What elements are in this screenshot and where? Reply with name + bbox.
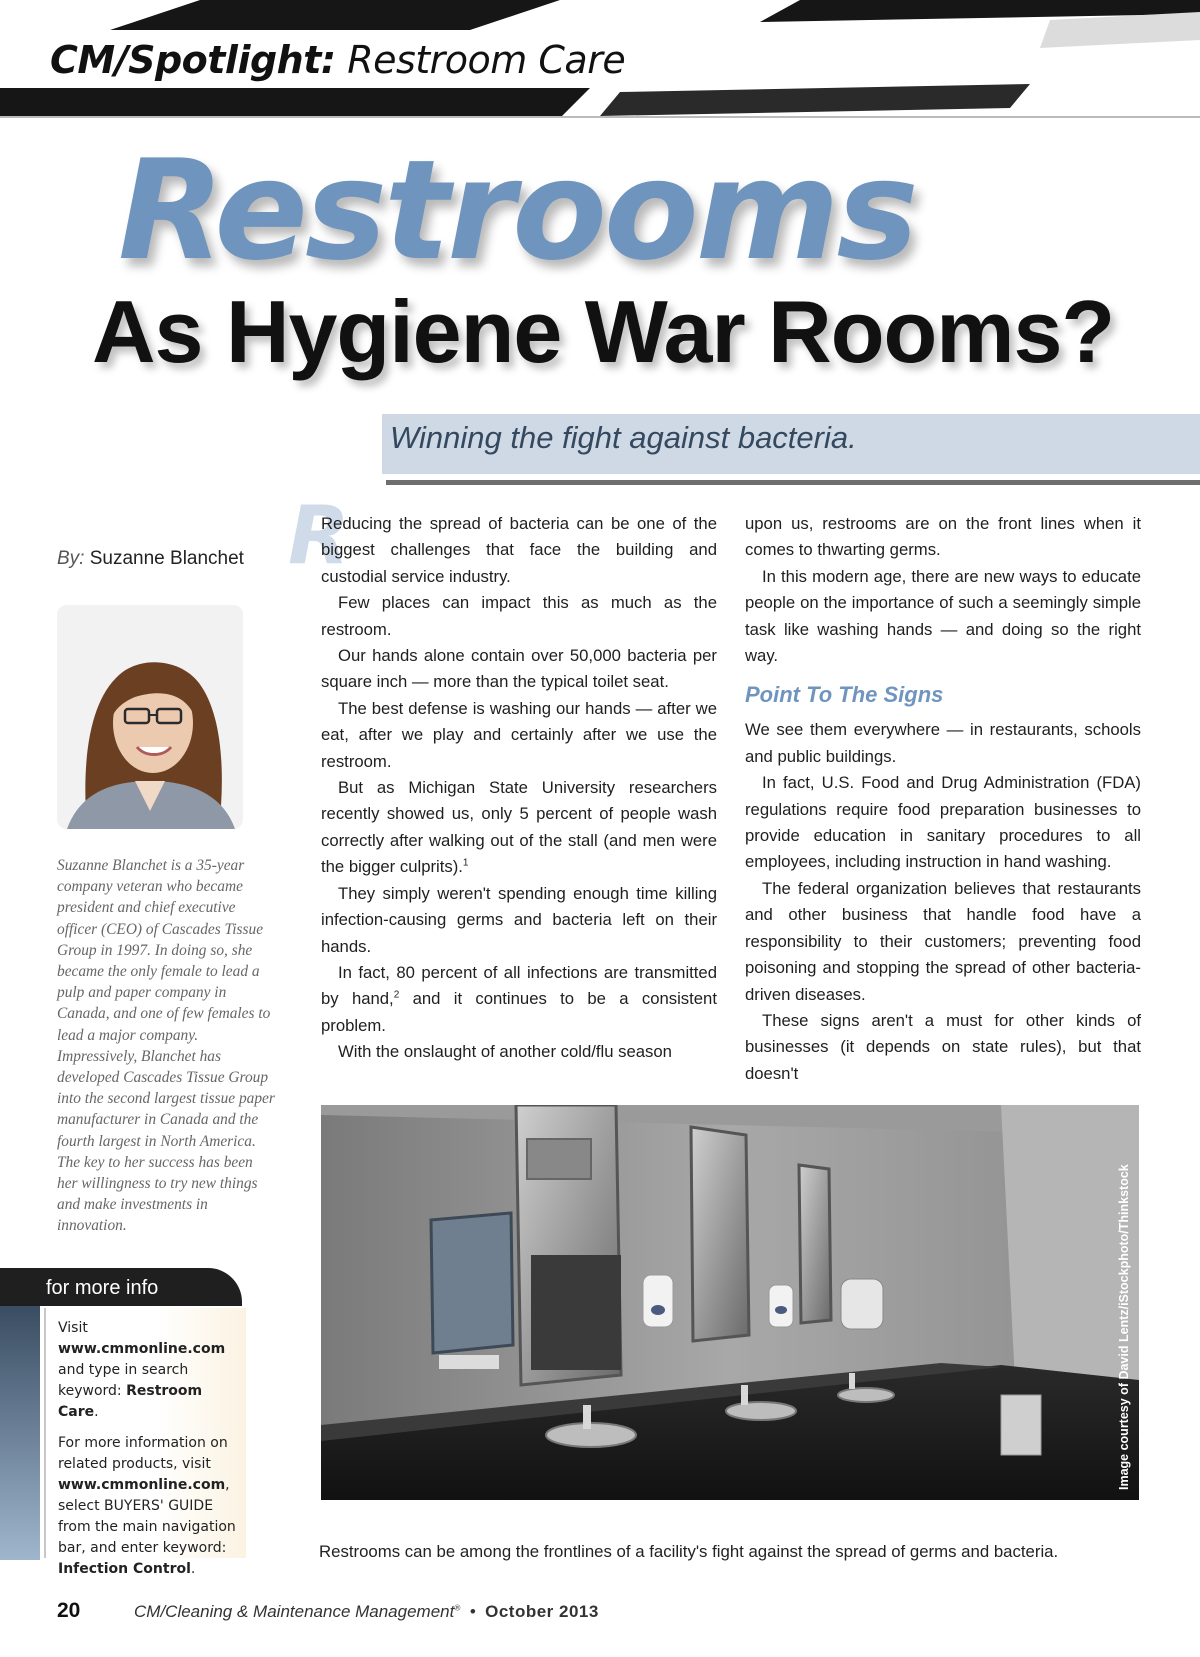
paragraph-text: But as Michigan State University researchers recently showed us, only 5 percent of people wash correctly after walking out of the stall (and men were the bigger culprits).	[321, 778, 717, 877]
paragraph: The federal organization believes that restaurants and other business that handle food have a responsibility to their customers; preventing food poisoning and stopping the spread of other bacteria-driven diseases.	[745, 878, 1141, 1004]
section-label	[50, 38, 625, 82]
article-column-1	[321, 511, 717, 1066]
paragraph: upon us, restrooms are on the front lines when it comes to thwarting germs.	[745, 514, 1141, 560]
restroom-photo	[321, 1105, 1139, 1500]
section-label-topic: Restroom Care	[347, 38, 626, 82]
headline: As Hygiene War Rooms?	[92, 282, 1115, 381]
paragraph: With the onslaught of another cold/flu season	[338, 1042, 672, 1062]
author-photo	[57, 605, 243, 829]
info-text: and type in search keyword:	[58, 1362, 189, 1399]
section-heading: Point To The Signs	[745, 682, 944, 708]
info-keyword: Restroom Care	[58, 1383, 203, 1420]
footer-publication	[134, 1602, 599, 1622]
article-column-2	[745, 511, 1141, 1087]
byline	[57, 548, 244, 570]
title-kicker: Restrooms	[118, 130, 916, 291]
paragraph: These signs aren't a must for other kinds of businesses (it depends on state rules), but that doesn't	[745, 1010, 1141, 1083]
byline-label: By:	[57, 548, 85, 569]
footnote-ref: 1	[462, 857, 469, 869]
info-box-paragraph	[58, 1318, 238, 1423]
footnote-ref: 2	[393, 989, 400, 1001]
paragraph	[321, 775, 717, 881]
subhead-rule	[386, 480, 1200, 485]
info-box-stripe	[0, 1298, 40, 1560]
info-text: Visit	[58, 1320, 88, 1336]
info-keyword: Infection Control	[58, 1561, 191, 1577]
photo-credit: Image courtesy of David Lentz/iStockphoto/Thinkstock	[1117, 1164, 1131, 1490]
info-link[interactable]: www.cmmonline.com	[58, 1341, 226, 1357]
info-text: .	[94, 1404, 99, 1420]
drop-cap: R	[288, 489, 350, 582]
paragraph: In this modern age, there are new ways to educate people on the importance of such a seemingly simple task like washing hands — and doing so the right way.	[745, 566, 1141, 666]
footer-bullet: •	[469, 1602, 476, 1621]
info-box-title: for more info	[46, 1277, 159, 1299]
paragraph	[321, 960, 717, 1039]
author-name: Suzanne Blanchet	[89, 548, 244, 569]
info-link[interactable]: www.cmmonline.com	[58, 1477, 226, 1493]
restroom-illustration	[321, 1105, 1139, 1500]
issue-date: October 2013	[485, 1602, 599, 1621]
author-bio: Suzanne Blanchet is a 35-year company veteran who became president and chief executive officer (CEO) of Cascades Tissue Group in 1997. In doing so, she became the only female to lead a pulp and paper company in Canada, and one of few females to lead a major company. Impressively, Blanchet has developed Cascades Tissue Group into the second largest tissue paper manufacturer in Canada and the fourth largest in North America. The key to her success has been her willingness to try new things and make investments in innovation.	[57, 857, 275, 1235]
paragraph: Few places can impact this as much as the restroom.	[321, 593, 717, 639]
author-portrait	[57, 605, 243, 829]
section-label-bold: CM/Spotlight:	[50, 38, 336, 82]
info-text: , select BUYERS' GUIDE from the main navigation bar, and enter keyword:	[58, 1477, 236, 1556]
publication-name: CM/Cleaning & Maintenance Management	[134, 1602, 455, 1621]
page-number: 20	[57, 1599, 81, 1622]
info-box-paragraph	[58, 1433, 238, 1580]
info-text: For more information on related products, visit	[58, 1435, 228, 1472]
subhead: Winning the fight against bacteria.	[390, 420, 857, 455]
paragraph-text: and it continues to be a consistent problem.	[321, 989, 717, 1035]
info-text: .	[190, 1561, 196, 1577]
paragraph-text: In fact, 80 percent of all infections are transmitted by hand,	[321, 962, 717, 1009]
paragraph: The best defense is washing our hands — after we eat, after we play and certainly after we use the restroom.	[321, 698, 717, 771]
photo-caption: Restrooms can be among the frontlines of a facility's fight against the spread of germs and bacteria.	[319, 1542, 1059, 1561]
paragraph: We see them everywhere — in restaurants, schools and public buildings.	[745, 720, 1141, 766]
paragraph: They simply weren't spending enough time killing infection-causing germs and bacteria left on their hands.	[321, 883, 717, 956]
paragraph: Reducing the spread of bacteria can be one of the biggest challenges that face the building and custodial service industry.	[321, 514, 717, 586]
paragraph: In fact, U.S. Food and Drug Administration (FDA) regulations require food preparation businesses to provide education in sanitary procedures to all employees, including instruction in hand washing.	[745, 773, 1141, 872]
registered-mark: ®	[454, 1603, 461, 1613]
paragraph: Our hands alone contain over 50,000 bacteria per square inch — more than the typical toilet seat.	[321, 646, 717, 692]
info-box	[44, 1308, 246, 1577]
